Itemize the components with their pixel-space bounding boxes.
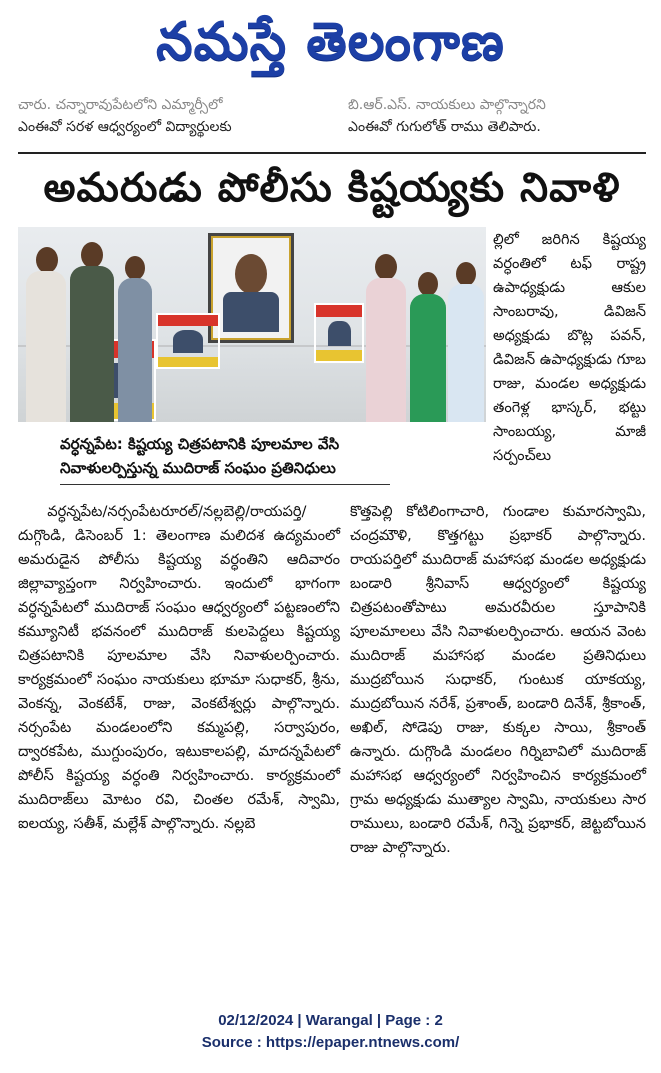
masthead-logo: నమస్తే తెలంగాణ bbox=[156, 12, 505, 72]
previous-article-left-line1: చారు. చన్నారావుపేటలోని ఎమ్మార్సీలో bbox=[18, 97, 223, 113]
previous-article-strip bbox=[18, 94, 646, 148]
masthead bbox=[0, 0, 661, 84]
previous-article-left-line2: ఎంఈవో సరళ ఆధ్వర్యంలో విద్యార్థులకు bbox=[18, 119, 232, 135]
page-footer bbox=[0, 1010, 661, 1054]
article-text-right-column bbox=[350, 500, 646, 860]
paragraph: కొత్తపెల్లి కోటిలింగాచారి, గుండాల కుమారస్వామి, చంద్రమౌళి, కొత్తగట్టు ప్రభాకర్ పాల్గొన్నారు. రాయపర్తిలో ముదిరాజ్ మహాసభ మండల అధ్యక్షుడు బండారి శ్రీనివాస్ ఆధ్వర్యంలో కిష్టయ్య చిత్రపటంతోపాటు అమరవీరుల స్తూపానికి పూలమాలలు వేసి నివాళులర్పించారు. ఆయన వెంట ముదిరాజ్ మహాసభ మండల ప్రతినిధులు ముద్రబోయిన సుధాకర్, గుంటుక యాకయ్య, ముద్రబోయిన నరేశ్, ప్రశాంత్, బండారి దినేశ్, శ్రీకాంత్, అఖిల్, సోడెపు రాజు, కుక్కల సాయి, శ్రీకాంత్ ఉన్నారు. దుగ్గొండి మండలం గిర్నిబావిలో ముదిరాజ్ మహాసభ ఆధ్వర్యంలో నిర్వహించిన కార్యక్రమంలో గ్రామ అధ్యక్షుడు ముత్యాల స్వామి, నాయకులు సార రాములు, బండారి రమేశ్, గిన్నె ప్రభాకర్, జెట్టబోయిన రాజు పాల్గొన్నారు. bbox=[350, 503, 646, 856]
footer-date-edition: 02/12/2024 | Warangal | Page : 2 bbox=[218, 1012, 443, 1029]
photo-poster-center bbox=[156, 313, 220, 369]
caption-underline bbox=[60, 484, 390, 485]
previous-article-right bbox=[348, 94, 648, 148]
photo-person bbox=[410, 272, 446, 422]
photo-portrait-frame bbox=[208, 233, 294, 343]
photo-caption-line2: నివాళులర్పిస్తున్న ముదిరాజ్ సంఘం ప్రతినిధులు bbox=[60, 459, 336, 477]
previous-article-right-line1: బి.ఆర్.ఎస్. నాయకులు పాల్గొన్నారని bbox=[348, 97, 546, 113]
photo-person bbox=[366, 254, 406, 422]
photo-caption bbox=[60, 432, 440, 480]
previous-article-right-line2: ఎంఈవో గుగులోత్ రాము తెలిపారు. bbox=[348, 119, 541, 135]
previous-article-left bbox=[18, 94, 318, 148]
photo-person bbox=[448, 262, 484, 422]
article-text-left-column bbox=[18, 500, 340, 836]
photo-person bbox=[70, 242, 114, 422]
photo-person bbox=[26, 247, 66, 422]
paragraph: వర్ధన్నపేట/నర్సంపేటరూరల్/నల్లబెల్లి/రాయపర్తి/దుగ్గొండి, డిసెంబర్ 1: తెలంగాణ మలిదశ ఉద్యమంలో అమరుడైన పోలీసు కిష్టయ్య వర్ధంతిని ఆదివారం జిల్లావ్యాప్తంగా నిర్వహించారు. ఇందులో భాగంగా వర్ధన్నపేటలో ముదిరాజ్ సంఘం ఆధ్వర్యంలో పట్టణంలోని కమ్యూనిటీ భవనంలో ముదిరాజ్ కులపెద్దలు కిష్టయ్య చిత్రపటానికి పూలమాల వేసి నివాళులర్పించారు. కార్యక్రమంలో సంఘం నాయకులు భూమా సుధాకర్, శ్రీను, వెంకన్న, వెంకటేశ్, రాజు, వెంకటేశ్వర్లు పాల్గొన్నారు. నర్సంపేట మండలంలోని కమ్మపల్లి, సర్వాపురం, ద్వారకపేట, ముగ్దుంపురం, ఇటుకాలపల్లి, మాదన్నపేటలో పోలీస్ కిష్టయ్య వర్ధంతి నిర్వహించారు. కార్యక్రమంలో ముదిరాజ్‌లు మోటం రవి, చింతల రమేశ్, స్వామి, ఐలయ్య, సతీశ్, మల్లేశ్ పాల్గొన్నారు. నల్లబె bbox=[18, 503, 340, 832]
article-text-right-top bbox=[493, 228, 646, 468]
paragraph: ల్లిలో జరిగిన కిష్టయ్య వర్ధంతిలో టఫ్ రాష్ట్ర ఉపాధ్యక్షుడు ఆకుల సాంబరావు, డివిజన్ అధ్యక్షుడు బొట్ల పవన్, డివిజన్ ఉపాధ్యక్షుడు గూబ రాజు, మండల అధ్యక్షుడు తంగెళ్ల భాస్కర్, భట్టు సాంబయ్య, మాజీ సర్పంచ్‌లు bbox=[493, 231, 646, 464]
footer-source: Source : https://epaper.ntnews.com/ bbox=[201, 1034, 460, 1051]
photo-portrait-face bbox=[235, 254, 267, 294]
photo-caption-line1: వర్ధన్నపేట: కిష్టయ్య చిత్రపటానికి పూలమాల వేసి bbox=[60, 435, 340, 453]
article-headline: అమరుడు పోలీసు కిష్టయ్యకు నివాళి bbox=[43, 165, 621, 211]
photo-person bbox=[118, 256, 152, 422]
photo-poster-right bbox=[314, 303, 364, 363]
article-photo bbox=[18, 227, 486, 422]
divider-top bbox=[18, 152, 646, 154]
photo-portrait-uniform bbox=[223, 292, 279, 332]
